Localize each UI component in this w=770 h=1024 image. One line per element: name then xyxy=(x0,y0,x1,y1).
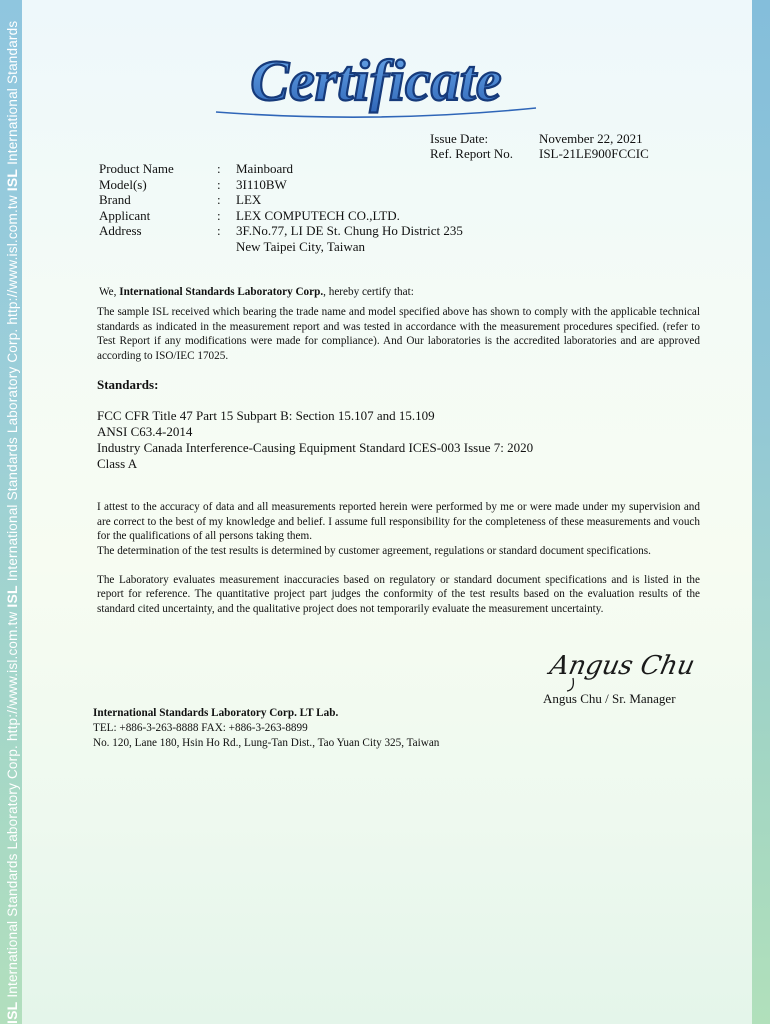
standards-heading: Standards: xyxy=(97,377,159,392)
attest-paragraph-1: I attest to the accuracy of data and all measurements reported herein were performed by me or were made under my supervision and are correct to the best of my knowledge and belief. I assume full responsibility for the completeness of these measurements and vouch for the qualifications of all persons taking them. xyxy=(97,501,700,542)
band-line: International Standards Laboratory Corp. http://www.isl.com.tw xyxy=(5,611,20,998)
product-row: Applicant : LEX COMPUTECH CO.,LTD. xyxy=(99,207,400,223)
product-row: New Taipei City, Taiwan xyxy=(236,238,365,254)
product-row: Model(s) : 3I110BW xyxy=(99,176,287,192)
band-isl-mark: ISL xyxy=(4,1001,20,1024)
standard-item: FCC CFR Title 47 Part 15 Subpart B: Section 15.107 and 15.109 xyxy=(97,408,435,423)
right-decorative-band xyxy=(752,0,770,1024)
standard-item: ANSI C63.4-2014 xyxy=(97,424,193,439)
report-no-value: ISL-21LE900FCCIC xyxy=(539,146,649,161)
certify-body: The sample ISL received which bearing the trade name and model specified above has shown to comply with the applicable technical standards as indicated in the measurement report and was tested in accordance with the measurement procedures specified. (refer to Test Report if any modifications were made for compliance). And Our laboratories is the accredited laboratories and are approved according to ISO/IEC 17025. xyxy=(97,306,700,362)
product-row: Product Name : Mainboard xyxy=(99,161,294,176)
certificate-title-logo xyxy=(196,48,556,120)
standard-item: Industry Canada Interference-Causing Equipment Standard ICES-003 Issue 7: 2020 xyxy=(97,440,534,455)
footer-phone: TEL: +886-3-263-8888 FAX: +886-3-263-8899 xyxy=(93,722,308,734)
footer-company: International Standards Laboratory Corp. LT Lab. xyxy=(93,707,339,719)
footer-address: No. 120, Lane 180, Hsin Ho Rd., Lung-Tan Dist., Tao Yuan City 325, Taiwan xyxy=(93,737,440,749)
signer-name: Angus Chu / Sr. Manager xyxy=(543,691,676,706)
band-isl-mark: ISL xyxy=(4,168,20,192)
handwritten-signature xyxy=(547,644,698,692)
band-isl-mark: ISL xyxy=(4,585,20,608)
left-watermark-band xyxy=(0,0,22,1024)
band-line: International Standards Laboratory Corp. http://www.isl.com.tw xyxy=(5,195,20,582)
svg-text:Angus Chu: Angus Chu xyxy=(547,651,698,681)
product-info-table xyxy=(99,161,463,254)
certify-intro: We, International Standards Laboratory Corp., hereby certify that: xyxy=(99,286,414,298)
product-row: Brand : LEX xyxy=(99,192,262,207)
left-band-text xyxy=(3,0,21,1024)
certificate-title-text: Certificate xyxy=(250,48,502,113)
product-row: Address : 3F.No.77, LI DE St. Chung Ho District 235 xyxy=(99,223,463,238)
report-no-label: Ref. Report No. xyxy=(430,146,514,161)
standard-item: Class A xyxy=(97,456,138,471)
attest-paragraph-2: The determination of the test results is determined by customer agreement, regulations or standard document specifications. xyxy=(97,544,651,557)
band-line: International Standards xyxy=(5,20,20,165)
issue-date-label: Issue Date: xyxy=(430,131,489,146)
attest-paragraph-3: The Laboratory evaluates measurement inaccuracies based on regulatory or standard document specifications and is listed in the report for reference. The quantitative project part judges the conformity of the test results based on the evaluation results of the standard cited uncertainty, and the qualitative project does not temporarily evaluate the measurement uncertainty. xyxy=(97,573,700,615)
issue-date-value: November 22, 2021 xyxy=(539,131,643,146)
